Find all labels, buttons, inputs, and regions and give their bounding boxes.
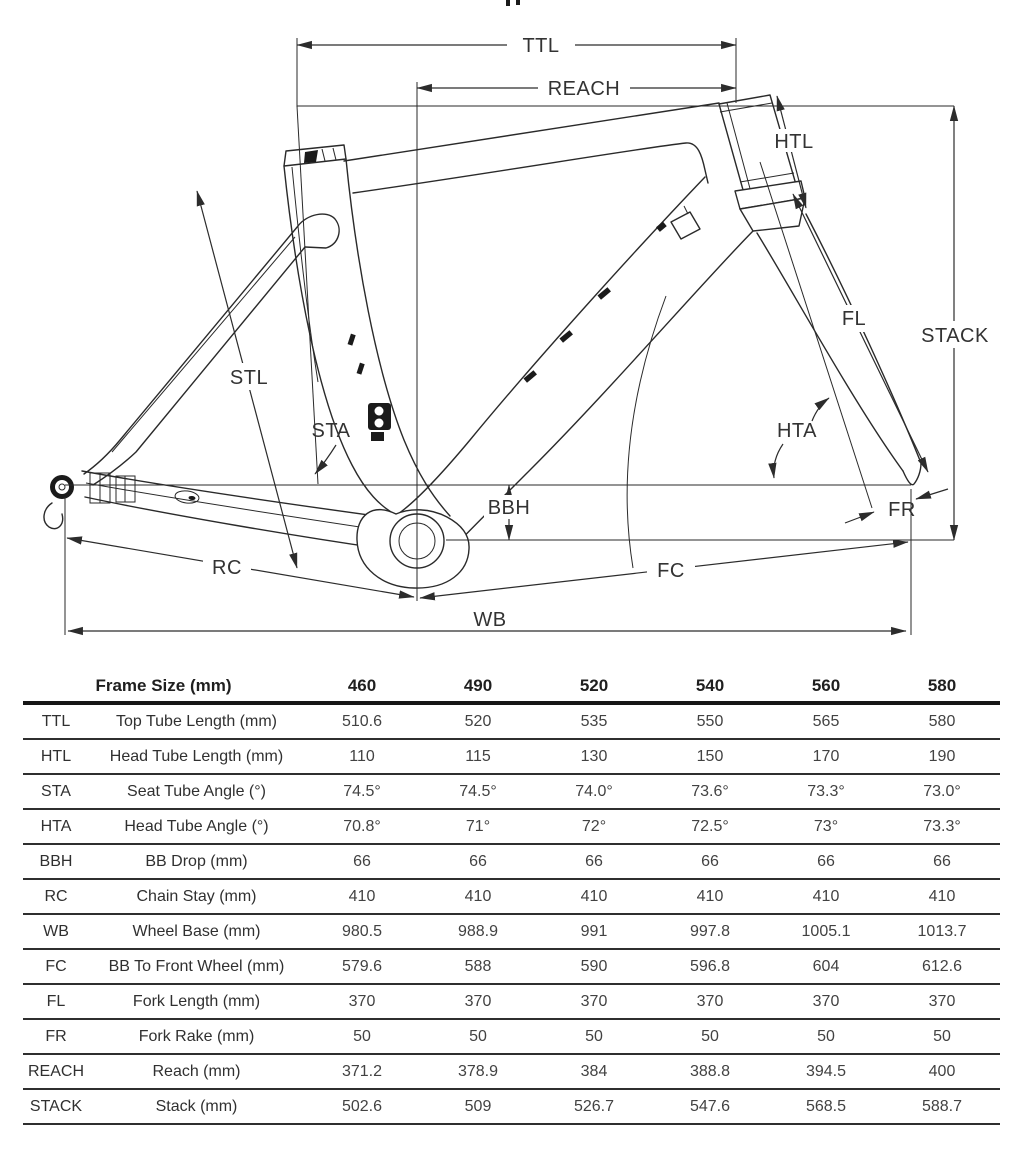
- header-row: [23, 670, 1000, 703]
- row-value: 370: [420, 984, 536, 1019]
- row-measure-name: BB To Front Wheel (mm): [89, 949, 304, 984]
- size-column-header: 580: [884, 670, 1000, 703]
- row-value: 568.5: [768, 1089, 884, 1124]
- size-column-header: 560: [768, 670, 884, 703]
- row-value: 73°: [768, 809, 884, 844]
- row-value: 579.6: [304, 949, 420, 984]
- row-value: 526.7: [536, 1089, 652, 1124]
- row-value: 66: [884, 844, 1000, 879]
- row-value: 388.8: [652, 1054, 768, 1089]
- row-value: 74.0°: [536, 774, 652, 809]
- row-value: 72.5°: [652, 809, 768, 844]
- row-abbreviation: HTL: [23, 739, 89, 774]
- row-value: 1005.1: [768, 914, 884, 949]
- row-measure-name: Fork Rake (mm): [89, 1019, 304, 1054]
- table-row: [23, 1089, 1000, 1124]
- row-value: 596.8: [652, 949, 768, 984]
- row-abbreviation: FR: [23, 1019, 89, 1054]
- row-measure-name: Chain Stay (mm): [89, 879, 304, 914]
- row-value: 50: [420, 1019, 536, 1054]
- row-value: 535: [536, 703, 652, 739]
- row-abbreviation: STACK: [23, 1089, 89, 1124]
- row-value: 400: [884, 1054, 1000, 1089]
- table-row: [23, 914, 1000, 949]
- dimension-lines: [65, 31, 993, 635]
- row-value: 590: [536, 949, 652, 984]
- row-value: 997.8: [652, 914, 768, 949]
- dim-label-fc: FC: [657, 560, 685, 582]
- row-value: 150: [652, 739, 768, 774]
- dim-label-rc: RC: [212, 557, 242, 579]
- row-value: 71°: [420, 809, 536, 844]
- row-value: 66: [420, 844, 536, 879]
- row-abbreviation: FC: [23, 949, 89, 984]
- row-abbreviation: RC: [23, 879, 89, 914]
- row-value: 410: [884, 879, 1000, 914]
- row-value: 370: [652, 984, 768, 1019]
- row-value: 410: [304, 879, 420, 914]
- size-column-header: 490: [420, 670, 536, 703]
- dim-label-fl: FL: [841, 308, 867, 330]
- row-value: 1013.7: [884, 914, 1000, 949]
- row-value: 72°: [536, 809, 652, 844]
- row-value: 502.6: [304, 1089, 420, 1124]
- row-value: 520: [420, 703, 536, 739]
- row-value: 50: [536, 1019, 652, 1054]
- row-value: 130: [536, 739, 652, 774]
- size-column-header: 460: [304, 670, 420, 703]
- row-value: 66: [304, 844, 420, 879]
- row-value: 370: [536, 984, 652, 1019]
- table-row: [23, 844, 1000, 879]
- row-value: 50: [304, 1019, 420, 1054]
- row-value: 370: [304, 984, 420, 1019]
- row-value: 410: [420, 879, 536, 914]
- row-value: 394.5: [768, 1054, 884, 1089]
- geometry-table: [23, 670, 1000, 1125]
- row-abbreviation: BBH: [23, 844, 89, 879]
- row-value: 565: [768, 703, 884, 739]
- table-row: [23, 774, 1000, 809]
- table-row: [23, 809, 1000, 844]
- table-row: [23, 1019, 1000, 1054]
- row-abbreviation: REACH: [23, 1054, 89, 1089]
- geometry-table-body: [23, 703, 1000, 1124]
- row-abbreviation: STA: [23, 774, 89, 809]
- row-measure-name: Top Tube Length (mm): [89, 703, 304, 739]
- row-value: 66: [652, 844, 768, 879]
- row-value: 509: [420, 1089, 536, 1124]
- table-row: [23, 984, 1000, 1019]
- row-value: 66: [536, 844, 652, 879]
- row-measure-name: Stack (mm): [89, 1089, 304, 1124]
- row-value: 510.6: [304, 703, 420, 739]
- row-value: 73.6°: [652, 774, 768, 809]
- row-value: 370: [768, 984, 884, 1019]
- row-value: 73.0°: [884, 774, 1000, 809]
- row-value: 74.5°: [304, 774, 420, 809]
- row-abbreviation: FL: [23, 984, 89, 1019]
- table-row: [23, 1054, 1000, 1089]
- row-value: 991: [536, 914, 652, 949]
- row-value: 66: [768, 844, 884, 879]
- row-value: 604: [768, 949, 884, 984]
- row-measure-name: Wheel Base (mm): [89, 914, 304, 949]
- front-derailleur-mount: [368, 403, 391, 441]
- row-value: 550: [652, 703, 768, 739]
- chainstay-logo-mark: [174, 490, 199, 505]
- table-row: [23, 739, 1000, 774]
- row-value: 410: [536, 879, 652, 914]
- row-value: 74.5°: [420, 774, 536, 809]
- table-row: [23, 879, 1000, 914]
- row-measure-name: Reach (mm): [89, 1054, 304, 1089]
- row-abbreviation: TTL: [23, 703, 89, 739]
- frame-size-header: Frame Size (mm): [23, 670, 304, 703]
- row-value: 612.6: [884, 949, 1000, 984]
- row-abbreviation: HTA: [23, 809, 89, 844]
- dim-label-ttl: TTL: [522, 35, 560, 57]
- row-value: 588.7: [884, 1089, 1000, 1124]
- row-value: 73.3°: [884, 809, 1000, 844]
- dim-label-reach: REACH: [547, 78, 621, 100]
- row-value: 370: [884, 984, 1000, 1019]
- row-measure-name: Head Tube Length (mm): [89, 739, 304, 774]
- row-measure-name: BB Drop (mm): [89, 844, 304, 879]
- cropped-title-fragment: [506, 0, 520, 6]
- row-value: 410: [768, 879, 884, 914]
- dim-label-stl: STL: [229, 367, 269, 389]
- table-row: [23, 703, 1000, 739]
- row-value: 547.6: [652, 1089, 768, 1124]
- rear-dropout: [44, 473, 135, 529]
- row-value: 73.3°: [768, 774, 884, 809]
- row-measure-name: Fork Length (mm): [89, 984, 304, 1019]
- row-value: 110: [304, 739, 420, 774]
- dim-label-hta: HTA: [776, 420, 818, 442]
- row-measure-name: Head Tube Angle (°): [89, 809, 304, 844]
- row-abbreviation: WB: [23, 914, 89, 949]
- wheel-reference-arc: [627, 296, 666, 568]
- row-value: 384: [536, 1054, 652, 1089]
- row-value: 980.5: [304, 914, 420, 949]
- row-value: 988.9: [420, 914, 536, 949]
- row-measure-name: Seat Tube Angle (°): [89, 774, 304, 809]
- dim-label-htl: HTL: [774, 131, 814, 153]
- dim-label-fr: FR: [888, 499, 916, 521]
- size-column-header: 540: [652, 670, 768, 703]
- dim-label-wb: WB: [473, 609, 507, 631]
- cable-port-detail: [656, 206, 700, 239]
- bike-frame-drawing: [44, 95, 921, 588]
- dim-label-stack: STACK: [921, 325, 989, 347]
- row-value: 115: [420, 739, 536, 774]
- row-value: 410: [652, 879, 768, 914]
- dim-label-bbh: BBH: [487, 497, 531, 519]
- row-value: 378.9: [420, 1054, 536, 1089]
- size-column-header: 520: [536, 670, 652, 703]
- dim-label-sta: STA: [311, 420, 351, 442]
- row-value: 580: [884, 703, 1000, 739]
- row-value: 190: [884, 739, 1000, 774]
- row-value: 70.8°: [304, 809, 420, 844]
- row-value: 588: [420, 949, 536, 984]
- table-row: [23, 949, 1000, 984]
- row-value: 170: [768, 739, 884, 774]
- row-value: 371.2: [304, 1054, 420, 1089]
- row-value: 50: [884, 1019, 1000, 1054]
- row-value: 50: [768, 1019, 884, 1054]
- row-value: 50: [652, 1019, 768, 1054]
